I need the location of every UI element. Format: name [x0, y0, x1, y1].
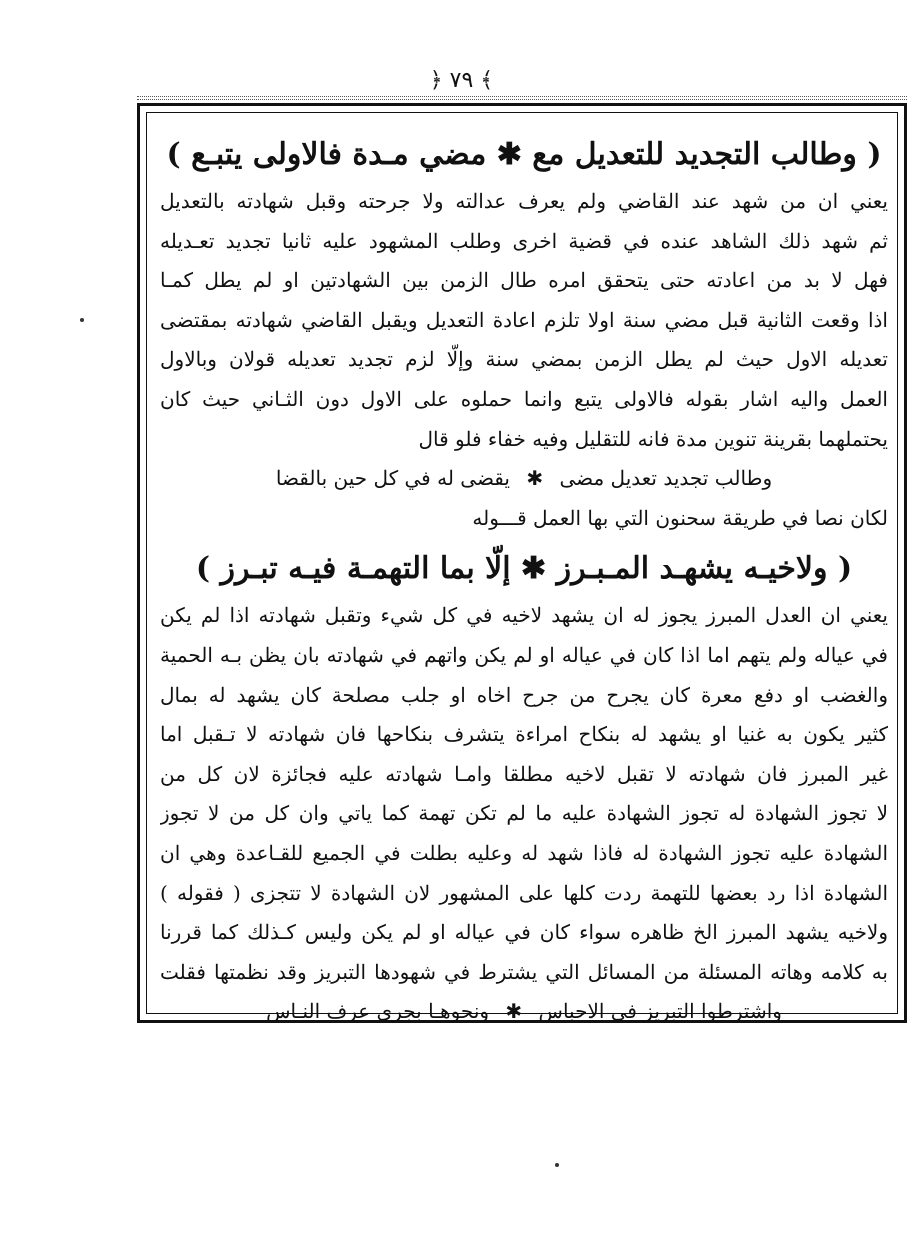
section-2-body [160, 596, 888, 992]
page-number: ﴿ ٧٩ ﴾ [429, 68, 494, 93]
margin-dot [555, 1163, 559, 1167]
verse-1-right-hemistich: وطالب تجديد تعديل مضى [559, 466, 773, 491]
text-line: والغضب او دفع معرة كان يجرح من جرح اخاه او جلب مصلحة كان يشهد له بمال [160, 682, 888, 707]
text-line: يحتملهما بقرينة تنوين مدة فانه للتقليل وفيه خفاء فلو قال [418, 426, 888, 451]
text-line: غير المبرز فان شهادته لا تقبل لاخيه مطلقا وامـا شهادته عليه فجائزة لان كل من [160, 761, 888, 786]
text-line: العمل واليه اشار بقوله فالاولى يتبع وانما حملوه على الاول دون الثـاني حيث كان [160, 386, 888, 411]
text-line: الشهادة اذا رد بعضها للتهمة ردت كلها على المشهور لان الشهادة لا تتجزى ( فقوله ) [160, 880, 888, 905]
page-content [160, 128, 888, 1032]
verse-2-separator: ✱ [505, 999, 523, 1024]
section-heading-2: ( ولاخيـه يشهـد المـبـرز ✱ إلّا بما التهمـة فيـه تبـرز ) [195, 551, 853, 587]
text-line: الشهادة عليه تجوز الشهادة له فاذا شهد له وعليه بطلت في الجميع للقـاعدة وهي ان [160, 840, 888, 865]
text-line: تعديله الاول حيث لم يطل الزمن بمضي سنة وإلّا لزم تجديد تعديله قولان وبالاول [160, 347, 888, 372]
verse-2 [160, 992, 888, 1032]
text-line: كثير يكون به غنيا او يشهد له بنكاح امراءة يتشرف بنكاحها فان شهادته لا تـقبل اما [160, 722, 888, 747]
text-line: به كلامه وهاته المسئلة من المسائل التي يشترط في شهودها التبريز وقد نظمتها فقلت [160, 959, 888, 984]
margin-dot [80, 318, 84, 322]
text-line: يعني ان من شهد عند القاضي ولم يعرف عدالته ولا جرحته وقبل شهادته بالتعديل [160, 189, 888, 213]
section-heading-1: ( وطالب التجديد للتعديل مع ✱ مضي مـدة فالاولى يتبـع ) [166, 137, 882, 172]
verse-2-right-hemistich: واشترطوا التبريز في الاحباس [538, 999, 782, 1024]
section-1-body [160, 182, 888, 459]
text-line: ولاخيه يشهد المبرز الخ ظاهره سواء كان في عياله او لم يكن وليس كـذلك كما قررنا [160, 920, 888, 945]
text-line: لكان نصا في طريقة سحنون التي بها العمل قـــوله [472, 505, 888, 530]
frame-top-ornament [137, 96, 907, 100]
text-line: اذا وقعت الثانية قبل مضي سنة اولا تلزم اعادة التعديل ويقبل القاضي شهادته بمقتضى [160, 307, 888, 332]
verse-1-separator: ✱ [526, 466, 544, 491]
verse-2-left-hemistich: ونحوهـا بجري عرف النـاس [266, 999, 490, 1024]
verse-1 [160, 459, 888, 499]
text-line: لا تجوز الشهادة له تجوز الشهادة عليه ما لم تكن تهمة كما ياتي وان كل من لا تجوز [160, 801, 888, 826]
text-line: يعني ان العدل المبرز يجوز له ان يشهد لاخيه في كل شيء وتقبل شهادته اذا لم يكن [160, 603, 888, 628]
text-line: ثم شهد ذلك الشاهد عنده في قضية اخرى وطلب المشهود عليه ثانيا تجديد تعـديله [160, 228, 888, 253]
text-line: فهل لا بد من اعادته حتى يتحقق امره طال الزمن بين الشهادتين او لم يطل كمـا [160, 268, 888, 293]
text-line: في عياله ولم يتهم اما اذا كان في عياله او لم يكن واتهم في شهادته بان يظن بـه الحمية [160, 642, 888, 667]
verse-1-left-hemistich: يقضى له في كل حين بالقضا [275, 466, 510, 491]
